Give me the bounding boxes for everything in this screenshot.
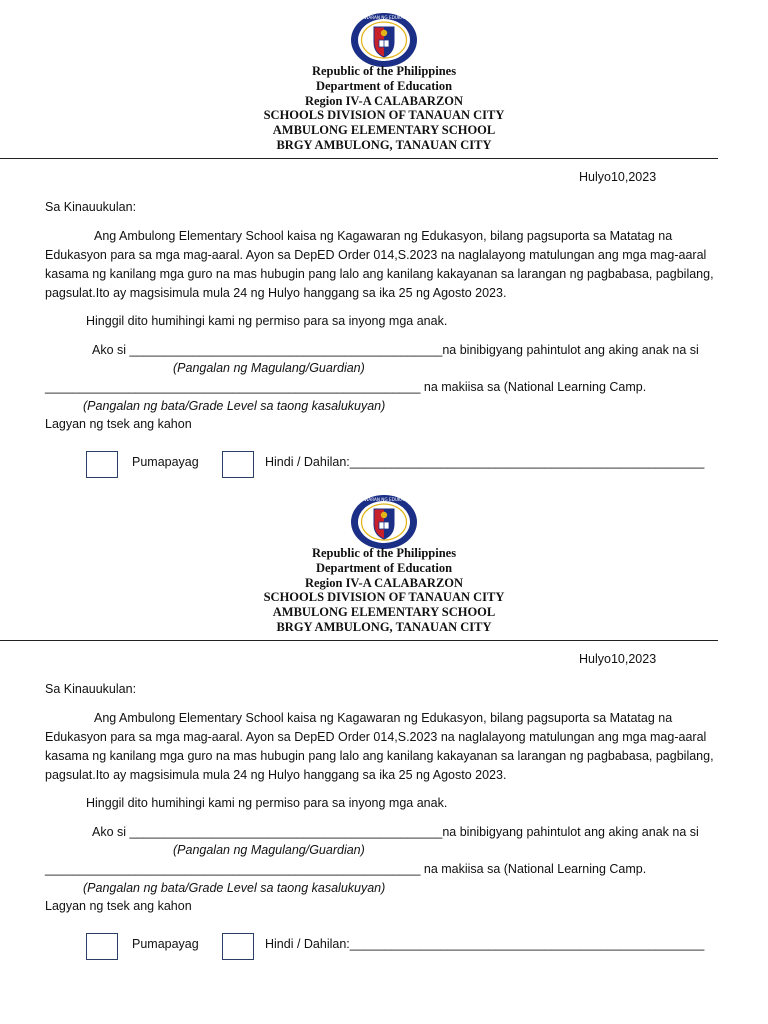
letterhead (0, 546, 768, 635)
header-region: Region IV-A CALABARZON (304, 575, 464, 590)
body-line: kasama ng kanilang mga guro na mas hubugin pang lalo ang kanilang kakayanan sa larangan ng pagbabasa, pagbilang, (45, 749, 714, 763)
letter-date: Hulyo10,2023 (579, 652, 657, 666)
header-school: AMBULONG ELEMENTARY SCHOOL (272, 123, 496, 138)
svg-text:KAGAWARAN NG EDUKASYON: KAGAWARAN NG EDUKASYON (353, 15, 415, 20)
checkbox-instruction: Lagyan ng tsek ang kahon (45, 417, 192, 431)
header-republic: Republic of the Philippines (311, 64, 457, 78)
consent-yes-checkbox[interactable] (86, 933, 118, 960)
checkbox-instruction: Lagyan ng tsek ang kahon (45, 899, 192, 913)
consent-yes-label: Pumapayag (132, 937, 199, 951)
body-line: pagsulat.Ito ay magsisimula mula 24 ng Hulyo hanggang sa ika 25 ng Agosto 2023. (45, 768, 507, 782)
header-divider (0, 640, 718, 641)
permission-request: Hinggil dito humihingi kami ng permiso para sa inyong mga anak. (86, 796, 448, 810)
consent-no-checkbox[interactable] (222, 451, 254, 478)
body-line: kasama ng kanilang mga guro na mas hubugin pang lalo ang kanilang kakayanan sa larangan ng pagbabasa, pagbilang, (45, 267, 714, 281)
consent-no-checkbox[interactable] (222, 933, 254, 960)
header-region: Region IV-A CALABARZON (304, 93, 464, 108)
child-name-caption: (Pangalan ng bata/Grade Level sa taong kasalukuyan) (83, 399, 386, 413)
body-line: Ang Ambulong Elementary School kaisa ng Kagawaran ng Edukasyon, bilang pagsuporta sa Matatag na (94, 711, 673, 725)
header-department: Department of Education (315, 78, 453, 93)
body-line: Ang Ambulong Elementary School kaisa ng Kagawaran ng Edukasyon, bilang pagsuporta sa Matatag na (94, 229, 673, 243)
child-name-line[interactable]: ______________________________________________________ na makiisa sa (National Learning Camp. (45, 862, 647, 876)
letterhead (0, 64, 768, 153)
letter-body (45, 227, 725, 303)
parent-name-line[interactable]: Ako si _____________________________________________na binibigyang pahintulot ang aking anak na si (92, 825, 699, 839)
salutation: Sa Kinauukulan: (45, 200, 137, 214)
header-department: Department of Education (315, 560, 453, 575)
parent-name-caption: (Pangalan ng Magulang/Guardian) (173, 361, 365, 375)
deped-seal-logo (350, 494, 418, 550)
consent-yes-label: Pumapayag (132, 455, 199, 469)
consent-form-2 (0, 482, 768, 964)
body-line: Edukasyon para sa mga mag-aaral. Ayon sa DepED Order 014,S.2023 na naglalayong matulungan ang mga mag-aaral (45, 248, 707, 262)
parent-name-line[interactable]: Ako si _____________________________________________na binibigyang pahintulot ang aking anak na si (92, 343, 699, 357)
consent-form-1 (0, 0, 768, 482)
consent-yes-checkbox[interactable] (86, 451, 118, 478)
header-divider (0, 158, 718, 159)
consent-no-reason-line[interactable]: Hindi / Dahilan:___________________________________________________ (265, 455, 705, 469)
header-school: AMBULONG ELEMENTARY SCHOOL (272, 605, 496, 620)
header-division: SCHOOLS DIVISION OF TANAUAN CITY (263, 108, 505, 123)
header-address: BRGY AMBULONG, TANAUAN CITY (276, 137, 492, 152)
deped-seal-logo (350, 12, 418, 68)
letter-body (45, 709, 725, 785)
permission-request: Hinggil dito humihingi kami ng permiso para sa inyong mga anak. (86, 314, 448, 328)
parent-name-caption: (Pangalan ng Magulang/Guardian) (173, 843, 365, 857)
header-address: BRGY AMBULONG, TANAUAN CITY (276, 619, 492, 634)
letter-date: Hulyo10,2023 (579, 170, 657, 184)
svg-text:KAGAWARAN NG EDUKASYON: KAGAWARAN NG EDUKASYON (353, 497, 415, 502)
child-name-line[interactable]: ______________________________________________________ na makiisa sa (National Learning Camp. (45, 380, 647, 394)
header-division: SCHOOLS DIVISION OF TANAUAN CITY (263, 590, 505, 605)
consent-no-reason-line[interactable]: Hindi / Dahilan:___________________________________________________ (265, 937, 705, 951)
body-line: pagsulat.Ito ay magsisimula mula 24 ng Hulyo hanggang sa ika 25 ng Agosto 2023. (45, 286, 507, 300)
body-line: Edukasyon para sa mga mag-aaral. Ayon sa DepED Order 014,S.2023 na naglalayong matulungan ang mga mag-aaral (45, 730, 707, 744)
salutation: Sa Kinauukulan: (45, 682, 137, 696)
child-name-caption: (Pangalan ng bata/Grade Level sa taong kasalukuyan) (83, 881, 386, 895)
header-republic: Republic of the Philippines (311, 546, 457, 560)
